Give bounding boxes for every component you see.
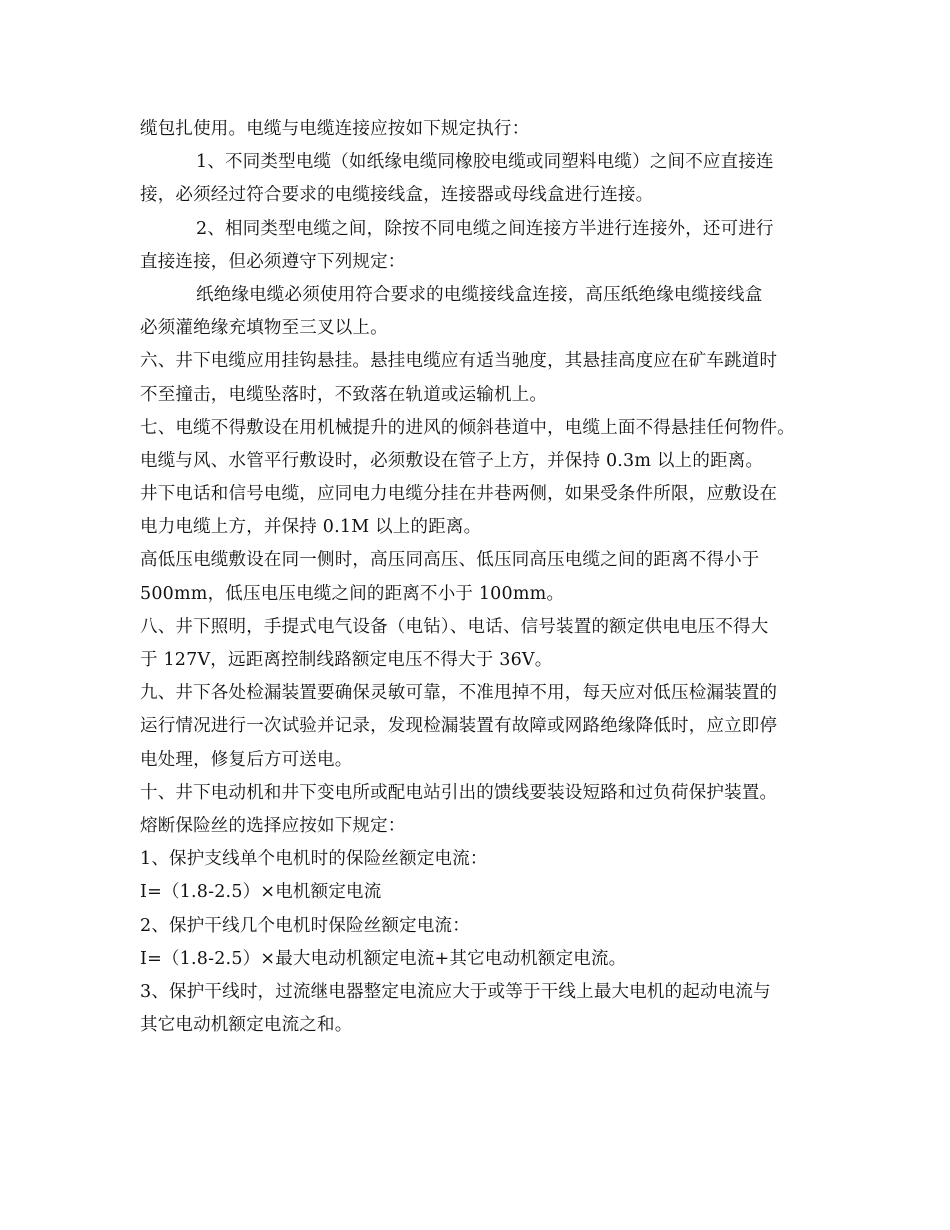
text-line: 八、井下照明，手提式电气设备（电钻）、电话、信号装置的额定供电电压不得大 xyxy=(140,616,769,637)
text-line: I=（1.8-2.5）×最大电动机额定电流+其它电动机额定电流。 xyxy=(140,948,627,969)
text-line: 3、保护干线时，过流继电器整定电流应大于或等于干线上最大电机的起动电流与 xyxy=(140,981,771,1002)
text-line: 接，必须经过符合要求的电缆接线盒，连接器或母线盒进行连接。 xyxy=(140,185,654,206)
text-line: 九、井下各处检漏装置要确保灵敏可靠，不准甩掉不用，每天应对低压检漏装置的 xyxy=(140,683,778,704)
text-line: 电处理，修复后方可送电。 xyxy=(140,749,353,770)
text-line: 井下电话和信号电缆，应同电力电缆分挂在井巷两侧，如果受条件所限，应敷设在 xyxy=(140,484,778,505)
text-line: I=（1.8-2.5）×电机额定电流 xyxy=(140,882,382,903)
text-line: 熔断保险丝的选择应按如下规定： xyxy=(140,815,406,836)
text-line: 于 127V，远距离控制线路额定电压不得大于 36V。 xyxy=(140,650,553,670)
text-line: 运行情况进行一次试验并记录，发现检漏装置有故障或网路绝缘降低时，应立即停 xyxy=(140,716,778,737)
text-line: 高低压电缆敷设在同一侧时，高压同高压、低压同高压电缆之间的距离不得小于 xyxy=(140,550,760,571)
text-line: 纸绝缘电缆必须使用符合要求的电缆接线盒连接，高压纸绝缘电缆接线盒 xyxy=(196,284,763,305)
text-line: 不至撞击，电缆坠落时，不致落在轨道或运输机上。 xyxy=(140,384,548,405)
text-line: 七、电缆不得敷设在用机械提升的进风的倾斜巷道中，电缆上面不得悬挂任何物件。 xyxy=(140,417,795,438)
text-line: 500mm，低压电压电缆之间的距离不小于 100mm。 xyxy=(140,583,565,604)
text-line: 六、井下电缆应用挂钩悬挂。悬挂电缆应有适当驰度，其悬挂高度应在矿车跳道时 xyxy=(140,351,778,372)
text-line: 缆包扎使用。电缆与电缆连接应按如下规定执行： xyxy=(140,119,530,139)
text-line: 1、保护支线单个电机时的保险丝额定电流： xyxy=(140,849,488,870)
text-line: 1、不同类型电缆（如纸缘电缆同橡胶电缆或同塑料电缆）之间不应直接连 xyxy=(196,152,774,173)
text-line: 电力电缆上方，并保持 0.1M 以上的距离。 xyxy=(140,517,482,538)
text-line: 电缆与风、水管平行敷设时，必须敷设在管子上方，并保持 0.3m 以上的距离。 xyxy=(140,450,764,471)
text-line: 其它电动机额定电流之和。 xyxy=(140,1015,353,1036)
document-body xyxy=(140,113,830,1042)
text-line: 必须灌绝缘充填物至三叉以上。 xyxy=(140,318,388,339)
text-line: 2、保护干线几个电机时保险丝额定电流： xyxy=(140,915,470,936)
text-line: 直接连接，但必须遵守下列规定： xyxy=(140,251,406,272)
text-line: 十、井下电动机和井下变电所或配电站引出的馈线要装设短路和过负荷保护装置。 xyxy=(140,782,778,803)
text-line: 2、相同类型电缆之间，除按不同电缆之间连接方半进行连接外，还可进行 xyxy=(196,218,774,239)
